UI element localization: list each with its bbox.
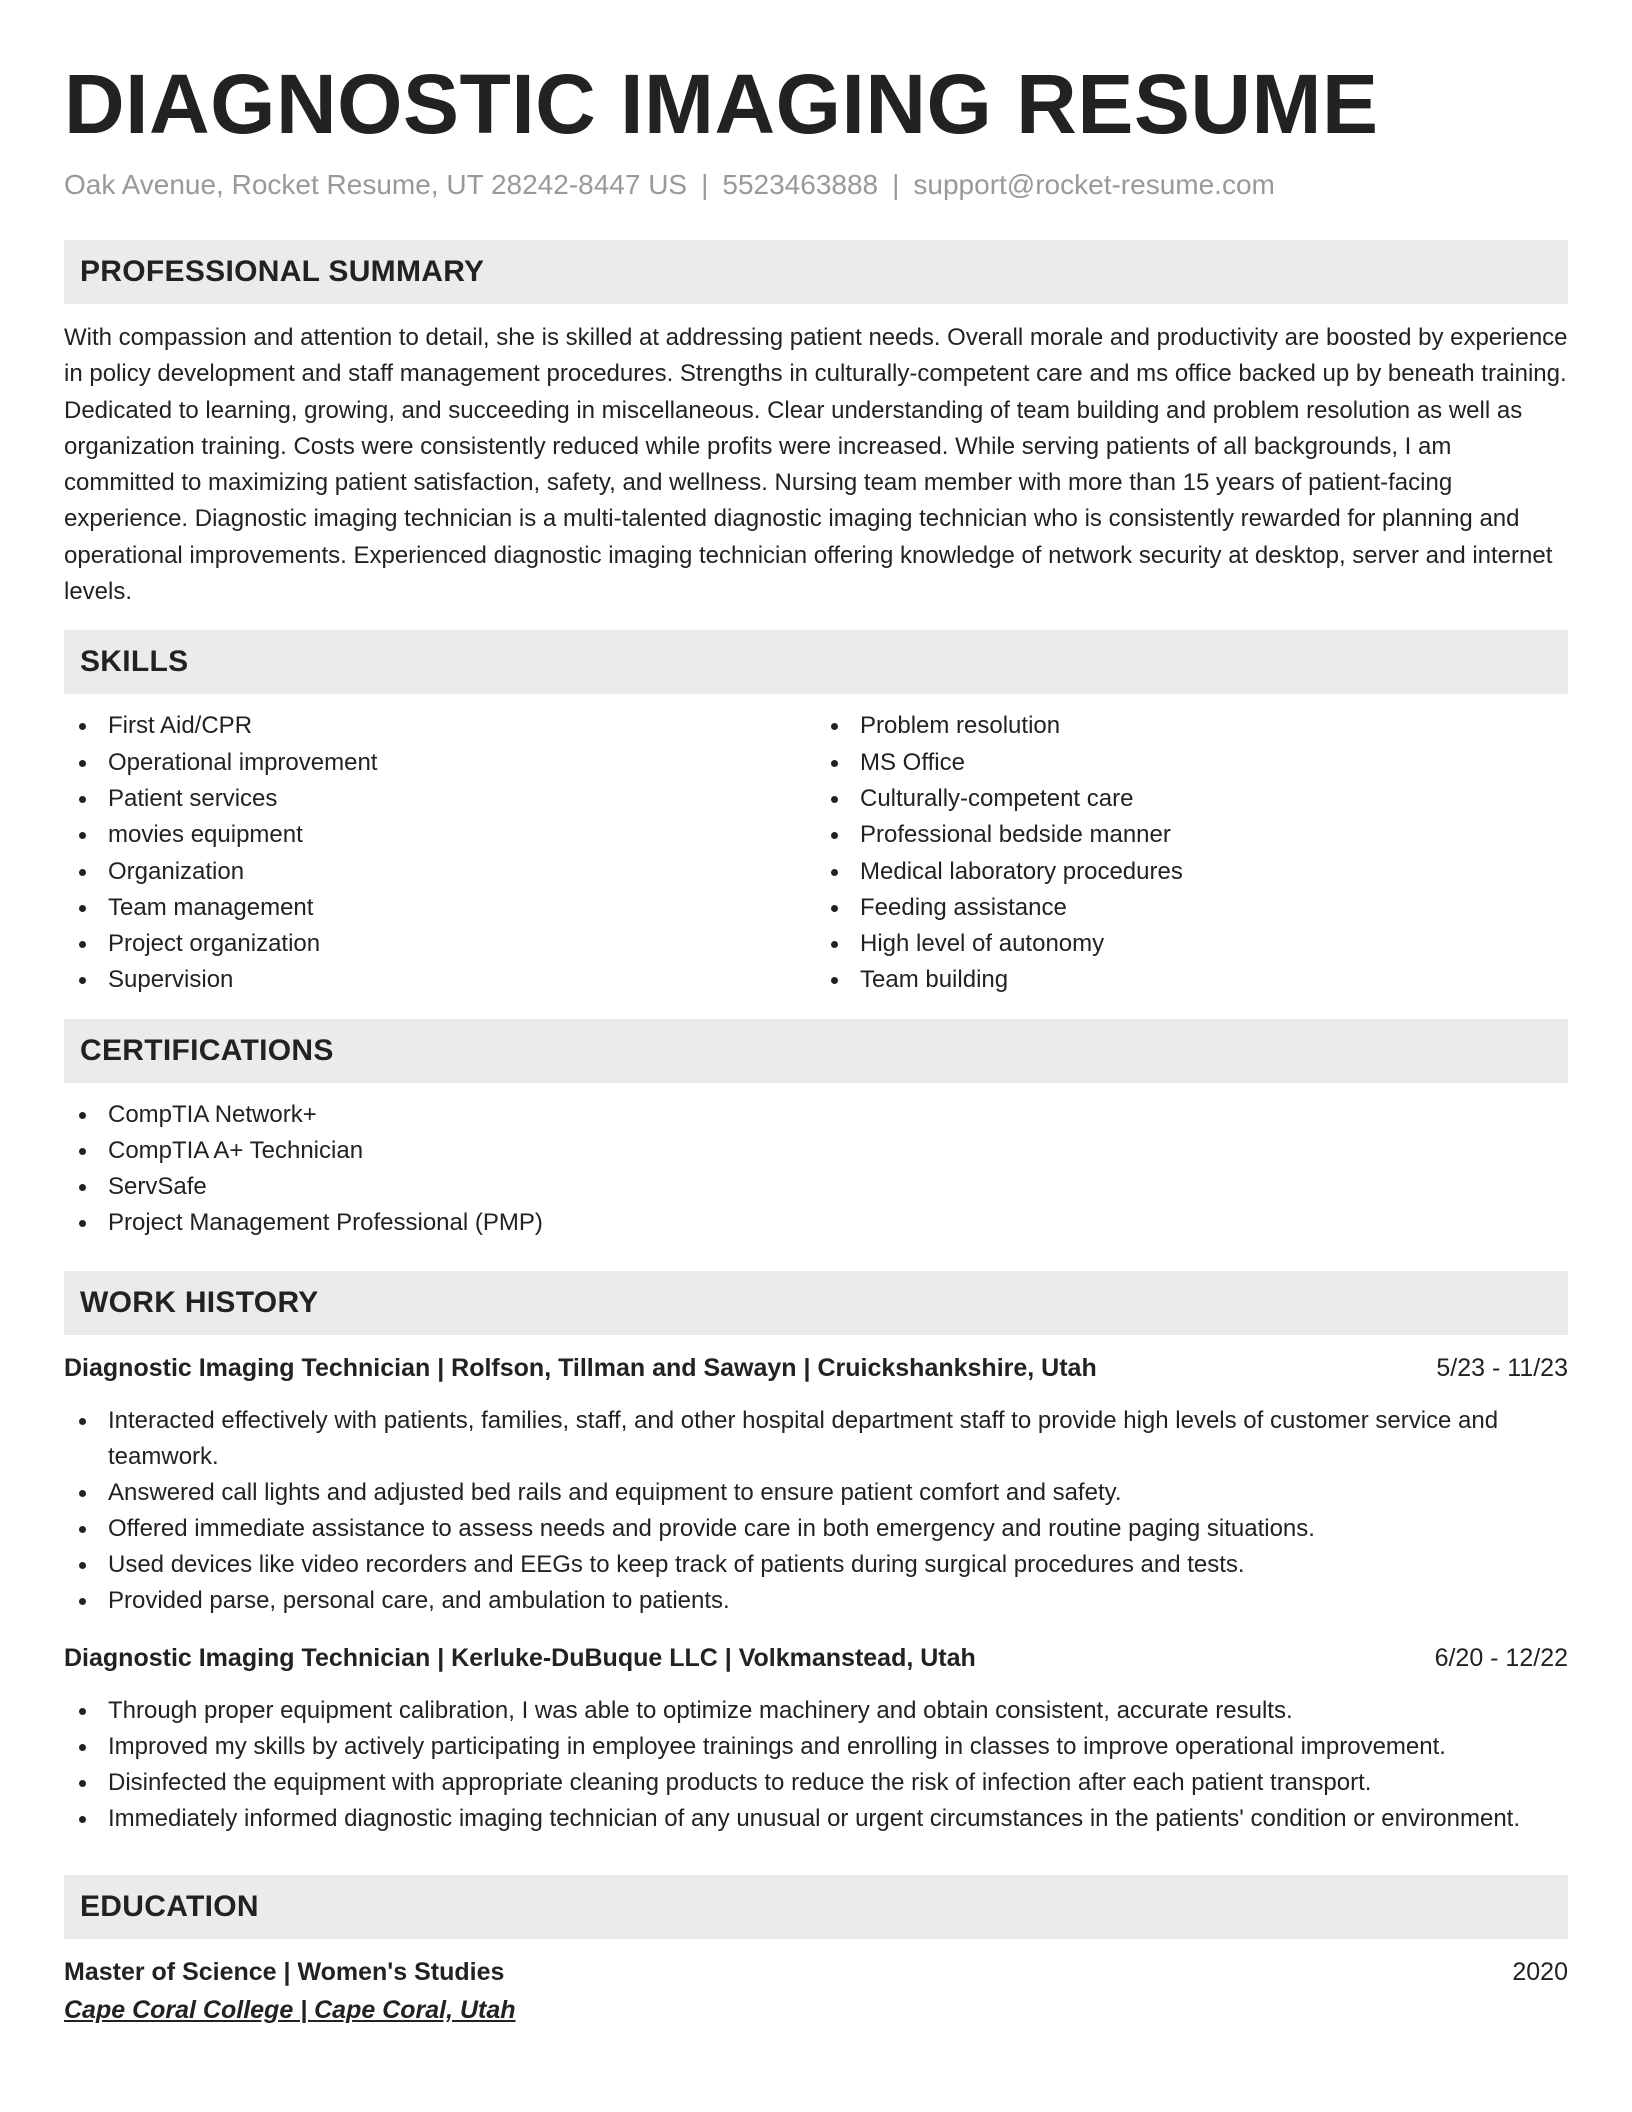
skill-item: Operational improvement — [64, 745, 816, 781]
contact-line — [64, 168, 1568, 202]
skill-item: Problem resolution — [816, 708, 1568, 744]
skill-item: Feeding assistance — [816, 890, 1568, 926]
job-title-row — [64, 1641, 1568, 1675]
skill-item: Patient services — [64, 781, 816, 817]
education-row — [64, 1955, 1568, 1989]
skills-column-left — [64, 708, 816, 998]
skill-item: First Aid/CPR — [64, 708, 816, 744]
education-school: Cape Coral College | Cape Coral, Utah — [64, 1995, 516, 2024]
education-year: 2020 — [1512, 1957, 1568, 1986]
skill-item: Project organization — [64, 926, 816, 962]
skills-column-right — [816, 708, 1568, 998]
certifications-list — [64, 1097, 1568, 1241]
section-header-work-history: WORK HISTORY — [64, 1271, 1568, 1335]
job-bullet: Used devices like video recorders and EEGs to keep track of patients during surgical procedures and tests. — [64, 1547, 1568, 1583]
job-bullets — [64, 1403, 1568, 1619]
skill-item: Team building — [816, 962, 1568, 998]
job-title-row — [64, 1351, 1568, 1385]
job-bullet: Interacted effectively with patients, families, staff, and other hospital department staff to provide high levels of customer service and teamwork. — [64, 1403, 1568, 1475]
certification-item: Project Management Professional (PMP) — [64, 1205, 1568, 1241]
skill-item: Culturally-competent care — [816, 781, 1568, 817]
section-header-summary: PROFESSIONAL SUMMARY — [64, 240, 1568, 304]
job-bullet: Disinfected the equipment with appropriate cleaning products to reduce the risk of infection after each patient transport. — [64, 1765, 1568, 1801]
job-title: Diagnostic Imaging Technician | Rolfson, Tillman and Sawayn | Cruickshankshire, Utah — [64, 1353, 1097, 1382]
skill-item: High level of autonomy — [816, 926, 1568, 962]
job-dates: 5/23 - 11/23 — [1436, 1353, 1568, 1382]
contact-separator: | — [701, 169, 709, 200]
job-entry — [64, 1641, 1568, 1837]
job-bullets — [64, 1693, 1568, 1837]
skill-item: Organization — [64, 854, 816, 890]
job-title: Diagnostic Imaging Technician | Kerluke-DuBuque LLC | Volkmanstead, Utah — [64, 1643, 976, 1672]
job-bullet: Answered call lights and adjusted bed rails and equipment to ensure patient comfort and safety. — [64, 1475, 1568, 1511]
skill-item: Team management — [64, 890, 816, 926]
skill-item: Supervision — [64, 962, 816, 998]
resume-title: DIAGNOSTIC IMAGING RESUME — [64, 57, 1379, 151]
section-header-certifications: CERTIFICATIONS — [64, 1019, 1568, 1083]
skill-item: Medical laboratory procedures — [816, 854, 1568, 890]
contact-email: support@rocket-resume.com — [913, 169, 1275, 200]
summary-text: With compassion and attention to detail, she is skilled at addressing patient needs. Overall morale and productivity are boosted by experience in policy development and staff management procedures. Strengths in culturally-competent care and ms office backed up by beneath training. Dedicated to learning, growing, and succeeding in miscellaneous. Clear understanding of team building and problem resolution as well as organization training. Costs were consistently reduced while profits were increased. While serving patients of all backgrounds, I am committed to maximizing patient satisfaction, safety, and wellness. Nursing team member with more than 15 years of patient-facing experience. Diagnostic imaging technician is a multi-talented diagnostic imaging technician who is consistently rewarded for planning and operational improvements. Experienced diagnostic imaging technician offering knowledge of network security at desktop, server and internet levels. — [64, 324, 1568, 606]
job-entry — [64, 1351, 1568, 1619]
job-bullet: Immediately informed diagnostic imaging technician of any unusual or urgent circumstances in the patients' condition or environment. — [64, 1801, 1568, 1837]
job-bullet: Improved my skills by actively participating in employee trainings and enrolling in classes to improve operational improvement. — [64, 1729, 1568, 1765]
job-bullet: Provided parse, personal care, and ambulation to patients. — [64, 1583, 1568, 1619]
job-dates: 6/20 - 12/22 — [1434, 1643, 1568, 1672]
job-bullet: Offered immediate assistance to assess needs and provide care in both emergency and routine paging situations. — [64, 1511, 1568, 1547]
section-header-education: EDUCATION — [64, 1875, 1568, 1939]
contact-phone: 5523463888 — [722, 169, 879, 200]
skill-item: Professional bedside manner — [816, 817, 1568, 853]
certification-item: ServSafe — [64, 1169, 1568, 1205]
contact-separator: | — [892, 169, 900, 200]
section-header-skills: SKILLS — [64, 630, 1568, 694]
contact-address: Oak Avenue, Rocket Resume, UT 28242-8447 US — [64, 169, 688, 200]
education-degree: Master of Science | Women's Studies — [64, 1957, 505, 1986]
certification-item: CompTIA Network+ — [64, 1097, 1568, 1133]
skill-item: MS Office — [816, 745, 1568, 781]
job-bullet: Through proper equipment calibration, I was able to optimize machinery and obtain consistent, accurate results. — [64, 1693, 1568, 1729]
certification-item: CompTIA A+ Technician — [64, 1133, 1568, 1169]
skill-item: movies equipment — [64, 817, 816, 853]
skills-grid — [64, 708, 1568, 998]
